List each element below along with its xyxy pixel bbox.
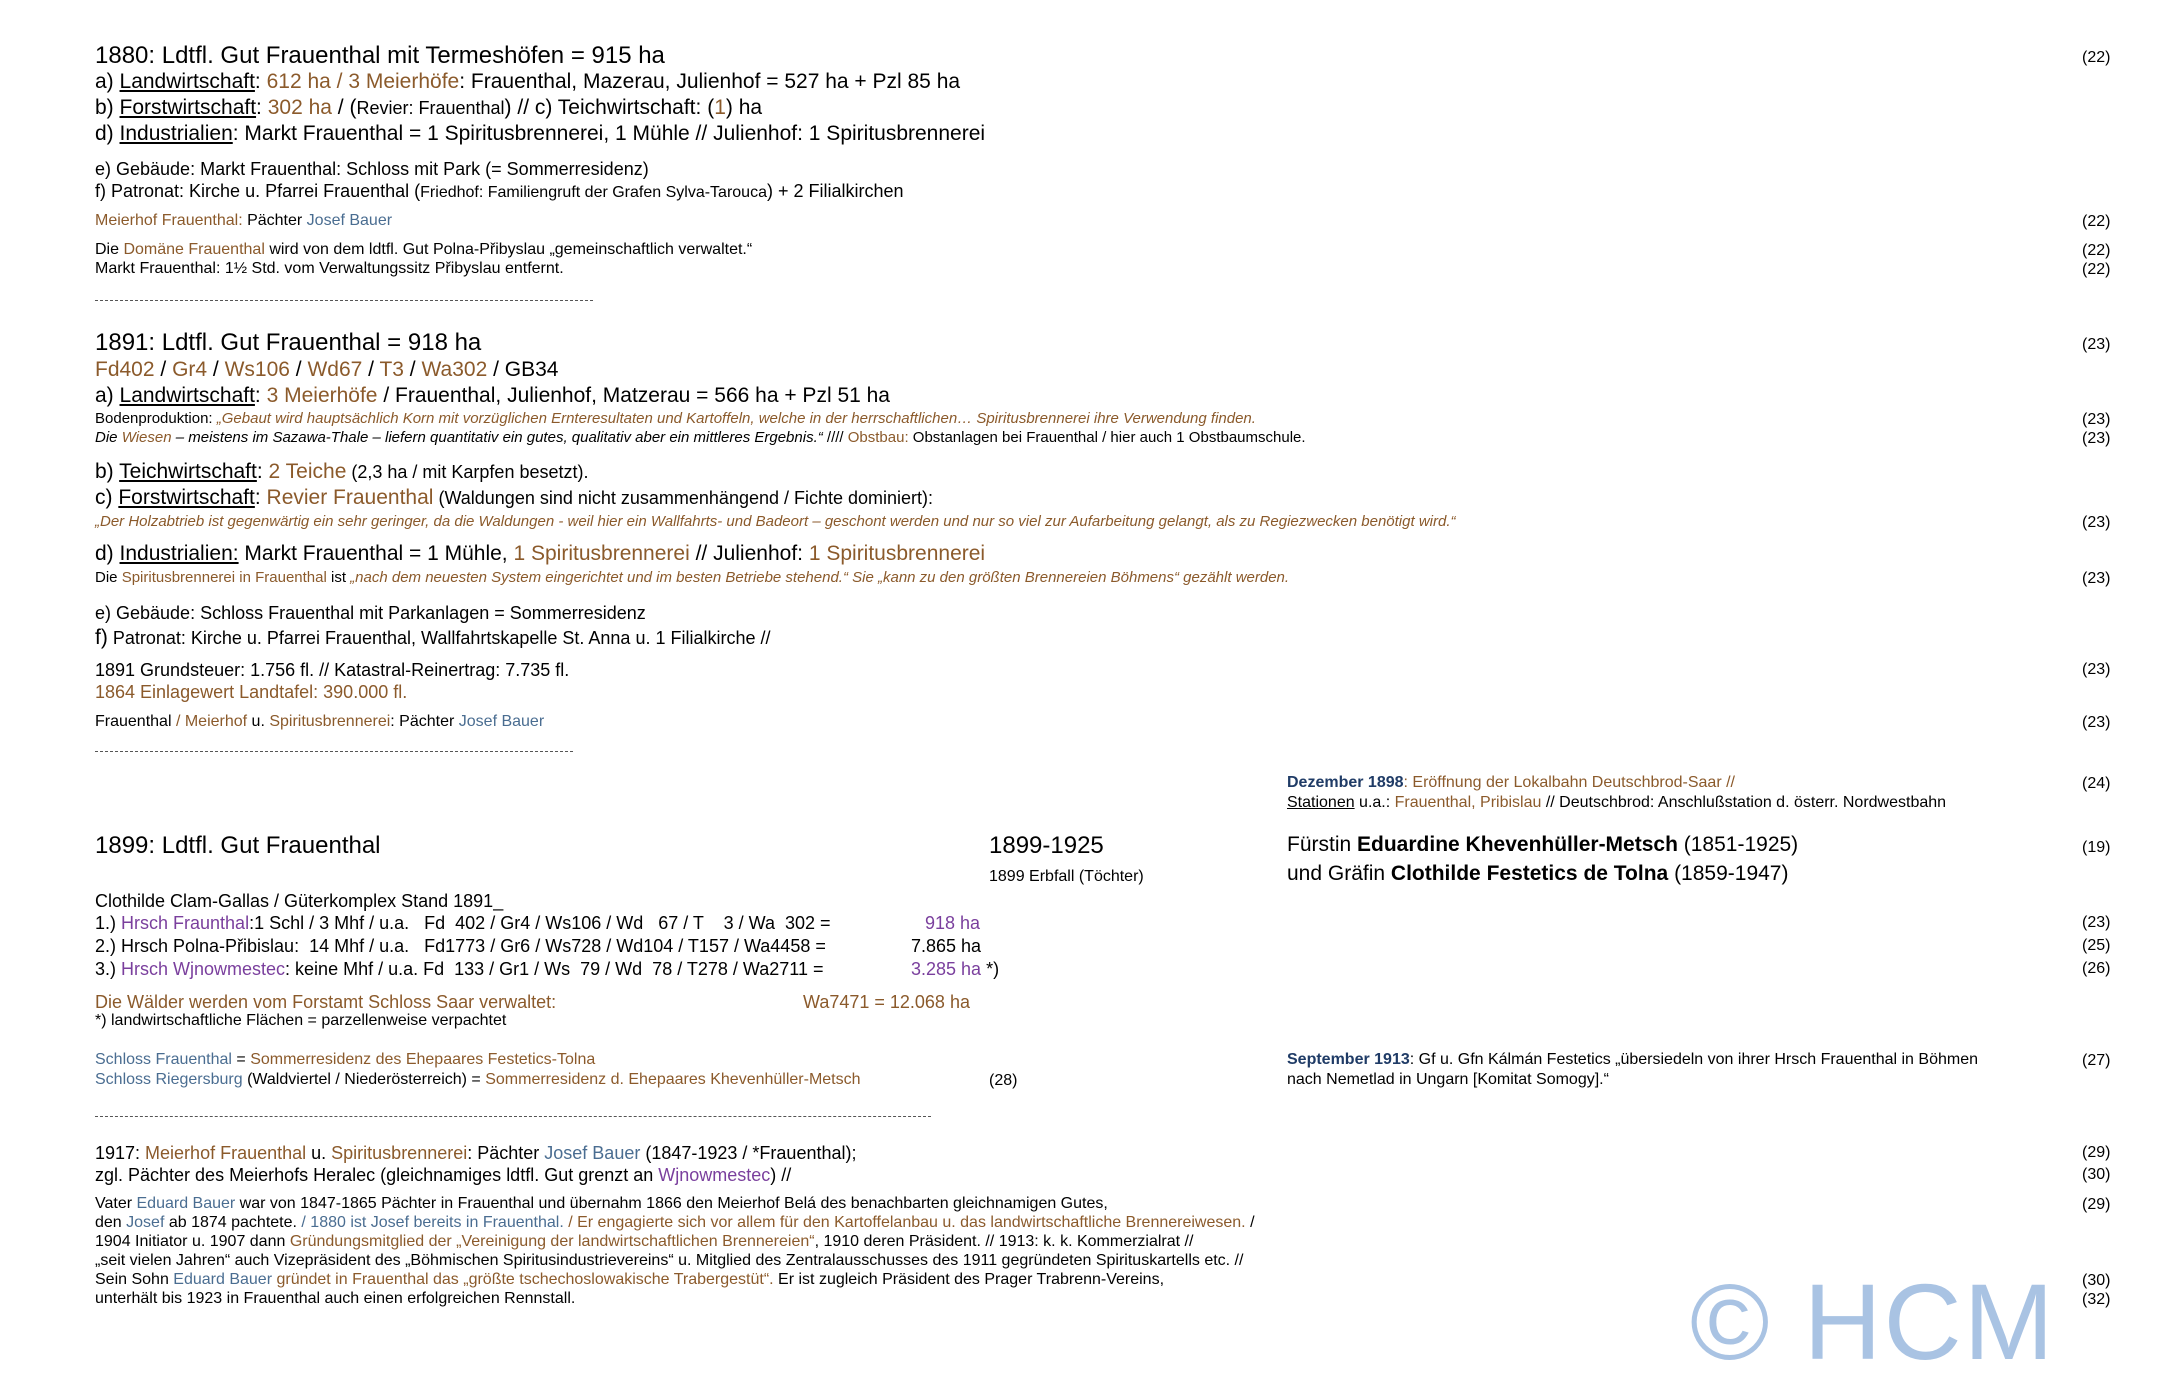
section-1891-title: 1891: Ldtfl. Gut Frauenthal = 918 ha — [95, 329, 482, 356]
period-1899-1925: 1899-1925 — [989, 832, 1104, 859]
lokalbahn-1898: Dezember 1898: Eröffnung der Lokalbahn Deutschbrod-Saar // — [1287, 774, 1735, 791]
industrialien-1880: d) Industrialien: Markt Frauenthal = 1 Spiritusbrennerei, 1 Mühle // Julienhof: 1 Spiritusbrennerei — [95, 122, 986, 145]
reference: (30) — [2082, 1166, 2111, 1183]
reference: (23) — [2082, 514, 2111, 531]
gebaeude-1891: e) Gebäude: Schloss Frauenthal mit Parkanlagen = Sommerresidenz — [95, 603, 646, 623]
gebaeude-1880: e) Gebäude: Markt Frauenthal: Schloss mit Park (= Sommerresidenz) — [95, 159, 649, 179]
teichwirtschaft-1891: b) Teichwirtschaft: 2 Teiche (2,3 ha / mit Karpfen besetzt). — [95, 460, 589, 483]
reference: (25) — [2082, 937, 2111, 954]
bauer-para-6: unterhält bis 1923 in Frauenthal auch einen erfolgreichen Rennstall. — [95, 1290, 576, 1307]
owner-eduardine: Fürstin Eduardine Khevenhüller-Metsch (1851-1925) — [1287, 833, 1799, 856]
markt-1880: Markt Frauenthal: 1½ Std. vom Verwaltungssitz Přibyslau entfernt. — [95, 260, 564, 277]
paechter-1891: Frauenthal / Meierhof u. Spiritusbrennerei: Pächter Josef Bauer — [95, 713, 545, 730]
erbfall-1899: 1899 Erbfall (Töchter) — [989, 868, 1144, 885]
reference: (23) — [2082, 411, 2111, 428]
heralec-1917: zgl. Pächter des Meierhofs Heralec (gleichnamiges ldtfl. Gut grenzt an Wjnowmestec) // — [95, 1165, 792, 1185]
table-row: 1.) Hrsch Fraunthal:1 Schl / 3 Mhf / u.a. Fd 402 / Gr4 / Ws106 / Wd 67 / T 3 / Wa 302 = — [95, 913, 831, 933]
section-1899-title: 1899: Ldtfl. Gut Frauenthal — [95, 832, 381, 859]
reference: (23) — [2082, 570, 2111, 587]
september-1913: September 1913: Gf u. Gfn Kálmán Festetics „übersiedeln von ihrer Hrsch Frauenthal in Böhmen — [1287, 1051, 1978, 1068]
bauer-para-4: „seit vielen Jahren“ auch Vizepräsident des „Böhmischen Spiritusindustrievereins“ u. Mitglied des Zentralausschusses des 1911 gegründeten Spirituskartells etc. // — [95, 1252, 1244, 1269]
table-row: 3.) Hrsch Wjnowmestec: keine Mhf / u.a. Fd 133 / Gr1 / Ws 79 / Wd 78 / T278 / Wa2711 = — [95, 959, 824, 979]
spiritusbrennerei-1891: Die Spiritusbrennerei in Frauenthal ist „nach dem neuesten System eingerichtet und im besten Betriebe stehend.“ Sie „kann zu den größten Brennereien Böhmens“ gezählt werden. — [95, 569, 1290, 586]
bodenproduktion-1891: Bodenproduktion: „Gebaut wird hauptsächlich Korn mit vorzüglichen Ernteresultaten und Kartoffeln, welche in der herrschaftlichen… Spiritusbrennerei ihre Verwendung finden. — [95, 410, 1256, 427]
reference: (23) — [2082, 336, 2111, 353]
industrialien-1891: d) Industrialien: Markt Frauenthal = 1 Mühle, 1 Spiritusbrennerei // Julienhof: 1 Spiritusbrennerei — [95, 542, 986, 565]
reference: (22) — [2082, 49, 2111, 66]
reference: (23) — [2082, 661, 2111, 678]
einlagewert-1864: 1864 Einlagewert Landtafel: 390.000 fl. — [95, 682, 408, 702]
waelder-value: Wa7471 = 12.068 ha — [803, 992, 970, 1012]
bauer-para-5: Sein Sohn Eduard Bauer gründet in Frauenthal das „größte tschechoslowakische Trabergestüt“. Er ist zugleich Präsident des Prager Trabrenn-Vereins, — [95, 1271, 1165, 1288]
patronat-1891: f) Patronat: Kirche u. Pfarrei Frauenthal, Wallfahrtskapelle St. Anna u. 1 Filialkirche // — [95, 626, 771, 649]
stationen-1898: Stationen u.a.: Frauenthal, Pribislau // Deutschbrod: Anschlußstation d. österr. Nordwestbahn — [1287, 794, 1947, 811]
codes-1891: Fd402 / Gr4 / Ws106 / Wd67 / T3 / Wa302 / GB34 — [95, 358, 559, 381]
table-value: 918 ha — [925, 913, 981, 933]
patronat-1880: f) Patronat: Kirche u. Pfarrei Frauenthal (Friedhof: Familiengruft der Grafen Sylva-Tarouca) + 2 Filialkirchen — [95, 181, 904, 201]
reference: (26) — [2082, 960, 2111, 977]
section-1880-title: 1880: Ldtfl. Gut Frauenthal mit Termeshöfen = 915 ha — [95, 42, 665, 69]
forstwirtschaft-1880: b) Forstwirtschaft: 302 ha / (Revier: Frauenthal) // c) Teichwirtschaft: (1) ha — [95, 96, 763, 119]
clam-gallas-heading: Clothilde Clam-Gallas / Güterkomplex Stand 1891_ — [95, 891, 504, 911]
domaene-1880: Die Domäne Frauenthal wird von dem ldtfl. Gut Polna-Přibyslau „gemeinschaftlich verwaltet.“ — [95, 241, 753, 258]
reference: (29) — [2082, 1144, 2111, 1161]
reference: (22) — [2082, 213, 2111, 230]
footnote: *) landwirtschaftliche Flächen = parzellenweise verpachtet — [95, 1012, 507, 1029]
table-value: 3.285 ha *) — [911, 959, 1000, 979]
paechter-1917: 1917: Meierhof Frauenthal u. Spiritusbrennerei: Pächter Josef Bauer (1847-1923 / *Frauenthal); — [95, 1143, 857, 1163]
reference: (28) — [989, 1072, 1018, 1089]
holzabtrieb-quote: „Der Holzabtrieb ist gegenwärtig ein sehr geringer, da die Waldungen - weil hier ein Wallfahrts- und Badeort – geschont werden und nur so viel zur Aufarbeitung gelangt, als zu Regiezwecken benötigt wird.“ — [95, 513, 1456, 530]
separator — [95, 1116, 931, 1117]
reference: (27) — [2082, 1052, 2111, 1069]
september-1913-cont: nach Nemetlad in Ungarn [Komitat Somogy].“ — [1287, 1071, 1609, 1088]
landwirtschaft-1880: a) Landwirtschaft: 612 ha / 3 Meierhöfe: Frauenthal, Mazerau, Julienhof = 527 ha + Pzl 85 ha — [95, 70, 961, 93]
bauer-para-3: 1904 Initiator u. 1907 dann Gründungsmitglied der „Vereinigung der landwirtschaftlichen Brennereien“, 1910 deren Präsident. // 1913: k. k. Kommerzialrat // — [95, 1233, 1194, 1250]
table-value: 7.865 ha — [911, 936, 982, 956]
reference: (29) — [2082, 1196, 2111, 1213]
schloss-frauenthal: Schloss Frauenthal = Sommerresidenz des Ehepaares Festetics-Tolna — [95, 1051, 596, 1068]
bauer-para-2: den Josef ab 1874 pachtete. / 1880 ist Josef bereits in Frauenthal. / Er engagierte sich vor allem für den Kartoffelanbau u. das landwirtschaftliche Brennereiwesen. / — [95, 1214, 1255, 1231]
reference: (32) — [2082, 1291, 2111, 1308]
reference: (23) — [2082, 914, 2111, 931]
reference: (19) — [2082, 839, 2111, 856]
waelder-forstamt: Die Wälder werden vom Forstamt Schloss Saar verwaltet: — [95, 992, 557, 1012]
bauer-para-1: Vater Eduard Bauer war von 1847-1865 Pächter in Frauenthal und übernahm 1866 den Meierhof Belá des benachbarten gleichnamigen Gutes, — [95, 1195, 1108, 1212]
grundsteuer-1891: 1891 Grundsteuer: 1.756 fl. // Katastral-Reinertrag: 7.735 fl. — [95, 660, 570, 680]
copyright-watermark: © HCM — [1690, 1261, 2056, 1382]
reference: (23) — [2082, 714, 2111, 731]
reference: (22) — [2082, 242, 2111, 259]
reference: (22) — [2082, 261, 2111, 278]
separator — [95, 300, 593, 301]
reference: (24) — [2082, 775, 2111, 792]
forstwirtschaft-1891: c) Forstwirtschaft: Revier Frauenthal (Waldungen sind nicht zusammenhängend / Fichte dominiert): — [95, 486, 934, 509]
landwirtschaft-1891: a) Landwirtschaft: 3 Meierhöfe / Frauenthal, Julienhof, Matzerau = 566 ha + Pzl 51 ha — [95, 384, 890, 407]
owner-clothilde: und Gräfin Clothilde Festetics de Tolna (1859-1947) — [1287, 862, 1789, 885]
wiesen-1891: Die Wiesen – meistens im Sazawa-Thale – liefern quantitativ ein gutes, qualitativ aber ein mittleres Ergebnis.“ //// Obstbau: Obstanlagen bei Frauenthal / hier auch 1 Obstbaumschule. — [95, 429, 1306, 446]
reference: (30) — [2082, 1272, 2111, 1289]
separator — [95, 751, 573, 752]
schloss-riegersburg: Schloss Riegersburg (Waldviertel / Niederösterreich) = Sommerresidenz d. Ehepaares Khevenhüller-Metsch — [95, 1071, 861, 1088]
meierhof-1880: Meierhof Frauenthal: Pächter Josef Bauer — [95, 212, 393, 229]
reference: (23) — [2082, 430, 2111, 447]
table-row: 2.) Hrsch Polna-Přibislau: 14 Mhf / u.a. Fd1773 / Gr6 / Ws728 / Wd104 / T157 / Wa4458 = — [95, 936, 826, 956]
